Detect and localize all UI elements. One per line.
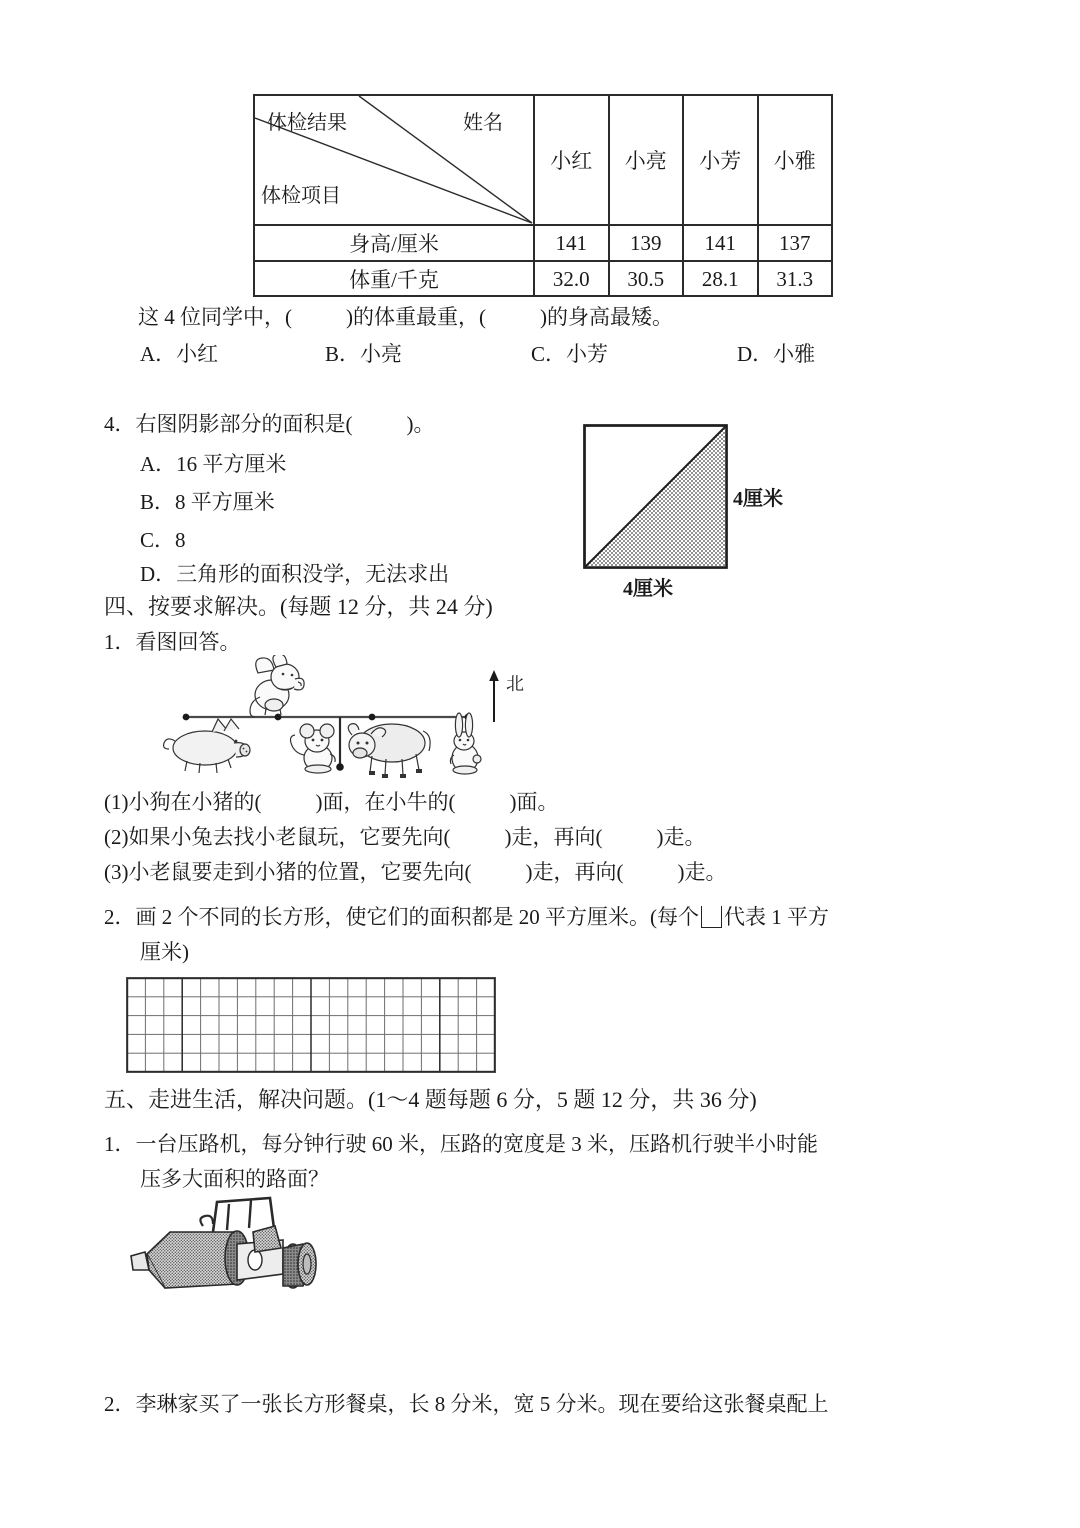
pig-icon (164, 719, 250, 773)
q4-option-c: C．8 (140, 528, 186, 552)
q4-number: 4． (104, 412, 136, 436)
section4-q2-line1-b: 代表 1 平方 (724, 905, 829, 929)
row-label-weight: 体重/千克 (349, 268, 439, 292)
weight-value-3: 31.3 (757, 262, 832, 296)
weight-value-1: 30.5 (608, 262, 683, 296)
sub1-b: )面，在小牛的( (315, 790, 456, 814)
q3-option-d-key: D． (737, 342, 774, 366)
q3-prompt-a: 这 4 位同学中，( (138, 305, 292, 329)
q4-stem-a: 右图阴影部分的面积是( (135, 412, 353, 436)
cow-icon (348, 724, 430, 778)
table-header-name-3: 小雅 (757, 96, 832, 224)
corner-label-item: 体检项目 (261, 185, 341, 207)
sub1-c: )面。 (509, 790, 559, 814)
sub2-a: (2)如果小兔去找小老鼠玩，它要先向( (104, 825, 451, 849)
section4-q1-text: 看图回答。 (135, 630, 241, 654)
height-value-1: 139 (608, 226, 683, 260)
section4-q2-line1 (104, 903, 829, 931)
row-label-height: 身高/厘米 (349, 232, 439, 256)
q3-prompt (138, 303, 673, 331)
q3-option-c (531, 340, 608, 368)
weight-value-0: 32.0 (533, 262, 608, 296)
north-label: 北 (506, 674, 524, 694)
section4-q1-sub-3 (104, 858, 726, 886)
section5-q1-line2: 压多大面积的路面？ (140, 1167, 329, 1191)
table-header-name-2: 小芳 (682, 96, 757, 224)
corner-label-name: 姓名 (463, 112, 503, 134)
section4-q2-line2: 厘米) (140, 940, 189, 964)
sub2-b: )走，再向( (504, 825, 603, 849)
corner-label-result: 体检结果 (267, 112, 347, 134)
section4-heading: 四、按要求解决。(每题 12 分，共 24 分) (104, 594, 493, 619)
weight-value-2: 28.1 (682, 262, 757, 296)
section5-heading: 五、走进生活，解决问题。(1～4 题每题 6 分，5 题 12 分，共 36 分) (104, 1087, 757, 1112)
q3-option-b (325, 340, 402, 368)
sub3-b: )走，再向( (525, 860, 624, 884)
q3-option-d (737, 340, 815, 368)
section5-q1-number: 1． (104, 1132, 136, 1156)
drawing-grid[interactable] (126, 977, 496, 1073)
height-value-3: 137 (757, 226, 832, 260)
q3-option-a-text: 小红 (176, 342, 219, 366)
q3-option-c-text: 小芳 (566, 342, 609, 366)
section4-q1-sub-1 (104, 788, 558, 816)
q3-option-a (140, 340, 218, 368)
section4-q1-number: 1． (104, 630, 136, 654)
height-value-2: 141 (682, 226, 757, 260)
q3-option-d-text: 小雅 (773, 342, 816, 366)
sub2-c: )走。 (656, 825, 706, 849)
rabbit-icon (450, 713, 481, 774)
sub1-a: (1)小狗在小猪的( (104, 790, 262, 814)
table-header-row (255, 96, 831, 224)
section5-q1-line1 (104, 1130, 818, 1158)
section4-q2-line1-a: 画 2 个不同的长方形，使它们的面积都是 20 平方厘米。(每个 (135, 905, 699, 929)
q3-option-a-key: A． (140, 342, 177, 366)
section4-q1-sub-2 (104, 823, 705, 851)
table-row (255, 260, 831, 296)
mouse-icon (291, 724, 336, 773)
sub3-a: (3)小老鼠要走到小猪的位置，它要先向( (104, 860, 472, 884)
shaded-triangle-diagram-icon (583, 424, 728, 569)
q3-prompt-c: )的身高最矮。 (540, 305, 673, 329)
height-value-0: 141 (533, 226, 608, 260)
q4-option-a: A．16 平方厘米 (140, 452, 287, 476)
q4-option-d: D．三角形的面积没学，无法求出 (140, 562, 450, 586)
dog-icon (250, 655, 304, 717)
table-corner-cell (255, 96, 533, 224)
section4-q1-stem (104, 628, 241, 656)
health-check-table (253, 94, 833, 297)
sub3-c: )走。 (677, 860, 727, 884)
q3-option-b-key: B． (325, 342, 361, 366)
section5-q1-text1: 一台压路机，每分钟行驶 60 米，压路的宽度是 3 米，压路机行驶半小时能 (135, 1132, 818, 1156)
section5-q2-number: 2． (104, 1392, 136, 1416)
road-roller-illustration (125, 1196, 340, 1311)
section5-q2-line1 (104, 1390, 829, 1418)
q4-stem-b: )。 (406, 412, 435, 436)
grid-lines-icon (127, 978, 495, 1072)
road-roller-icon (125, 1196, 340, 1311)
q3-prompt-b: )的体重最重，( (346, 305, 486, 329)
section5-q2-text1: 李琳家买了一张长方形餐桌，长 8 分米，宽 5 分米。现在要给这张餐桌配上 (135, 1392, 829, 1416)
q3-option-c-key: C． (531, 342, 567, 366)
square-bottom-label: 4厘米 (623, 578, 673, 600)
q4-option-b: B．8 平方厘米 (140, 490, 275, 514)
table-row (255, 224, 831, 260)
unit-square-glyph-icon (701, 906, 722, 928)
section4-q2-number: 2． (104, 905, 136, 929)
table-header-name-1: 小亮 (608, 96, 683, 224)
q4-shaded-square-figure (583, 424, 843, 600)
square-right-label: 4厘米 (733, 488, 783, 510)
table-header-name-0: 小红 (533, 96, 608, 224)
q4-stem (104, 410, 435, 438)
north-compass (486, 668, 530, 724)
q3-option-b-text: 小亮 (360, 342, 403, 366)
